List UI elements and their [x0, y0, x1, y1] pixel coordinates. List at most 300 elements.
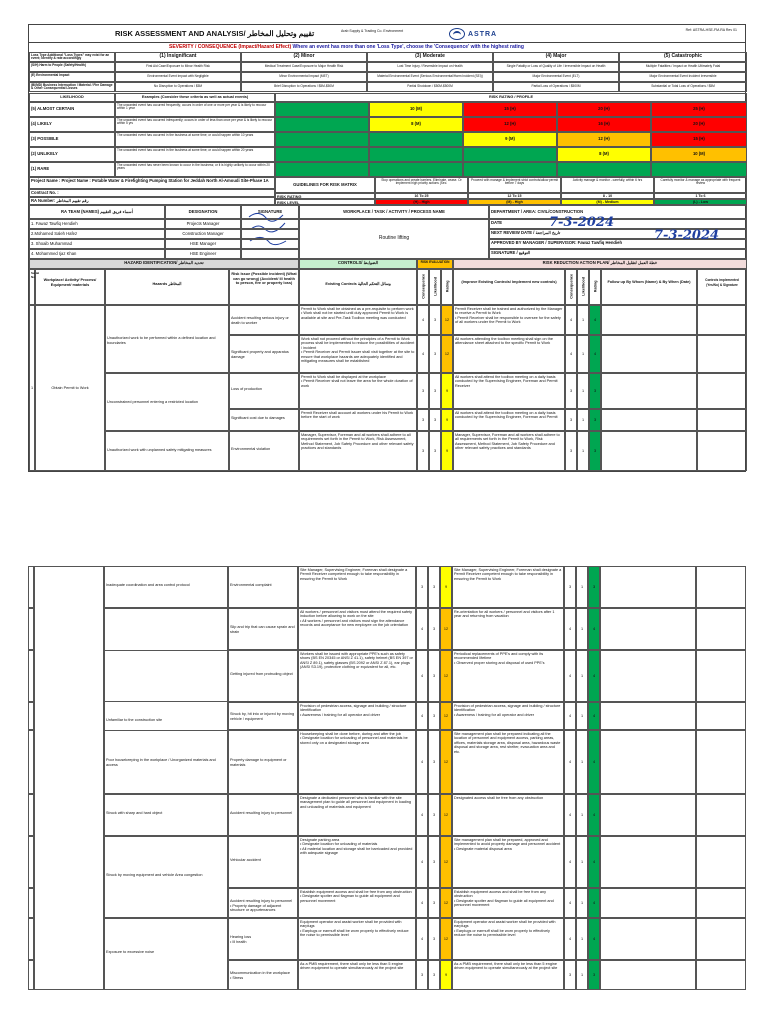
rating-value: 12 [440, 608, 452, 650]
follow-up-cell [600, 888, 696, 918]
risk-level-label: RISK LEVEL [275, 199, 375, 205]
risk-issue-cell: Environmental violation [229, 431, 299, 471]
risk-issue-cell: Miscommunication in the workplace • Stress [228, 960, 298, 990]
consequence-head [417, 269, 429, 305]
department-label: DEPARTMENT / AREA: CIVIL/CONSTRUCTION [489, 205, 747, 219]
residual-rating: 3 [589, 373, 601, 409]
severity-cell: No Disruption to Operations / $5M [115, 82, 241, 92]
follow-up-cell [601, 335, 697, 373]
contract-number: Contract No. : [29, 189, 275, 197]
risk-issue-cell: Accident resulting serious injury or death to worker [229, 305, 299, 335]
risk-issue-cell: Slip and trip that can cause sprain and strain [228, 608, 298, 650]
likelihood-row-desc: The unwanted event has occurred infrequently; occurs in order of less than once per year & is likely to reoccur within 5 yrs [115, 117, 275, 132]
rating-value: 12 [440, 836, 452, 888]
risk-issue-cell: Environmental complaint [228, 566, 298, 608]
follow-up-cell [600, 608, 696, 650]
residual-consequence: 4 [564, 702, 576, 730]
likelihood-value: 3 [428, 566, 440, 608]
risk-matrix-cell: 10 (M) [369, 102, 463, 117]
risk-rating-range: 1 To 6 [654, 193, 747, 199]
residual-likelihood: 1 [577, 373, 589, 409]
consequence-value: 3 [417, 409, 429, 431]
residual-likelihood: 1 [577, 409, 589, 431]
document-header [29, 25, 745, 43]
likelihood-examples-label: Examples (Consider these criteria as well as actual events) [115, 93, 275, 102]
likelihood-value: 3 [428, 836, 440, 888]
risk-level-cell: (L) - Low [654, 199, 747, 205]
follow-up-cell [600, 730, 696, 794]
severity-cell: Medical Treatment Case/Exposure to Major Health Risk [241, 62, 367, 72]
follow-up-cell [601, 373, 697, 409]
workplace-head: Workplace/ Activity/ Process/ Equipment/ materials [35, 269, 105, 305]
residual-consequence: 4 [564, 794, 576, 836]
controls-implemented-cell [696, 730, 746, 794]
activity-name: Routine lifting [299, 219, 489, 259]
signature2-label: SIGNATURE / التوقيع [489, 249, 747, 259]
improve-controls-cell: Re-orientation for all workers / personnel and visitors after 1 year and returning from vacation [452, 608, 564, 650]
process-name [34, 566, 104, 990]
follow-up-cell [600, 702, 696, 730]
improve-controls-cell: Site Manager, Supervising Engineer, Foreman shall designate a Permit Receiver competent enough to take responsibility in ensuring the Permit to Work [452, 566, 564, 608]
existing-controls-cell: All workers / personnel and visitors must attend the required safety induction before allowing to work on the site • All workers / personnel and visitors must sign the attendance records and acceptance for new employee on the job orientation [298, 608, 416, 650]
hazard-cell: Exposure to excessive noise [104, 918, 228, 990]
team-member-signature [241, 249, 299, 259]
follow-up-cell [600, 960, 696, 990]
consequence-value: 4 [416, 730, 428, 794]
residual-consequence: 4 [564, 650, 576, 702]
severity-row-label: (E) Environmental Impact [29, 72, 115, 82]
controls-implemented-head: Controls implemented (Yes/No) & Signature [697, 269, 747, 305]
risk-issue-cell: Loss of production [229, 373, 299, 409]
rating-value: 12 [441, 335, 453, 373]
follow-up-cell [601, 305, 697, 335]
consequence-value: 4 [416, 918, 428, 960]
rating-value: 12 [440, 650, 452, 702]
risk-reduction-head: RISK REDUCTION ACTION PLAN/ خطة العمل لتقليل المخاطر [453, 259, 747, 269]
risk-issue-cell: Getting injured from protruding object [228, 650, 298, 702]
likelihood-value: 3 [428, 730, 440, 794]
improve-controls-cell: Provision of pedestrian access, signage and building / structure identification • Awareness / training for all operator and driver [452, 702, 564, 730]
signature-label: SIGNATURE [241, 205, 299, 219]
hazard-identification-head: HAZARD IDENTIFICATION/ تحديد المخاطر [29, 259, 299, 269]
likelihood-value: 3 [428, 960, 440, 990]
rating2-head-text: Rating [593, 280, 598, 293]
residual-rating: 4 [588, 702, 600, 730]
risk-matrix-cell: 15 (H) [463, 102, 557, 117]
existing-controls-cell: Equipment operator and assist worker shall be provided with earplugs • Earplugs or earmuff shall be worn properly to effectively reduce the noise to permissible level [298, 918, 416, 960]
severity-heading-note: Where an event has more than one 'Loss Type', choose the 'Consequence' with the highest rating [292, 44, 524, 50]
designation-label: DESIGNATION [165, 205, 241, 219]
improve-controls-cell: All workers attending the toolbox meeting shall sign on the attendance sheet attached to the specific Permit to Work [453, 335, 565, 373]
consequence-value: 4 [416, 794, 428, 836]
likelihood-value: 3 [429, 409, 441, 431]
approved-by-label: APPROVED BY MANAGER / SUPERVISOR: Fawaz Tawfiq Hendieh [489, 239, 747, 249]
residual-rating: 4 [589, 305, 601, 335]
consequence-value: 3 [417, 431, 429, 471]
consequence2-head-text: Consequence [569, 273, 574, 299]
guideline-cell: Stop operations and create barriers. Eliminate, cease. Or implement high priority actions (Sec. [375, 177, 468, 193]
existing-controls-cell: Establish equipment access and shall be free from any obstruction • Designate spotter and flagman to guide all equipment and personnel movement [298, 888, 416, 918]
rating-value: 12 [440, 730, 452, 794]
controls-implemented-cell [696, 566, 746, 608]
risk-matrix-cell [463, 162, 557, 177]
likelihood-row-label: (3) POSSIBLE [29, 132, 115, 147]
improve-controls-cell: Permit Receiver shall be trained and authorized by the Manager to receive a Permit to Work • Permit Receiver shall be responsible to oversee for the safety of all workers under the Permit to Work [453, 305, 565, 335]
residual-likelihood: 1 [576, 888, 588, 918]
existing-controls-cell: Workers shall be issued with appropriate PPE's such as safety shoes (BS EN 20345 or ANSI Z 41.1), safety helmet (BS EN 397 or ANSI Z 89.1), safety glasses (BS 2092 or ANSI Z 87.1), ear plugs (ANSI S3.19), protective clothing or equivalent for all, etc. [298, 650, 416, 702]
likelihood-value: 3 [428, 794, 440, 836]
residual-consequence: 4 [565, 335, 577, 373]
rating-value: 12 [441, 305, 453, 335]
risk-level-cell: (M) - Medium [561, 199, 654, 205]
residual-likelihood: 1 [576, 960, 588, 990]
residual-likelihood: 1 [577, 305, 589, 335]
likelihood-value: 3 [429, 373, 441, 409]
residual-consequence: 4 [565, 305, 577, 335]
severity-row-label: (S/H) Harm to People (Safety/Health) [29, 62, 115, 72]
consequence-value: 3 [416, 566, 428, 608]
risk-matrix-cell [275, 162, 369, 177]
date-label: DATE [489, 219, 747, 229]
rating-value: 12 [440, 888, 452, 918]
severity-cell: First Aid Case/Exposure to Minor Health Risk [115, 62, 241, 72]
existing-controls-cell: As a PMB requirement, there shall only be less than 5 engine driven equipment to operate simultaneously at the project site [298, 960, 416, 990]
controls-implemented-cell [696, 888, 746, 918]
residual-consequence: 3 [565, 409, 577, 431]
consequence-value: 4 [416, 608, 428, 650]
existing-controls-cell: Permit to Work shall be obtained as a pre-requisite to perform work • Work shall not be started until duly approved Permit to Work is available at site and Pre-Task Toolbox meeting was conducted [299, 305, 417, 335]
team-member-role: HSE Engineer [165, 249, 241, 259]
residual-rating: 3 [589, 431, 601, 471]
controls-implemented-cell [696, 960, 746, 990]
severity-cell: Partial Shutdown / $50M-$500M [367, 82, 493, 92]
risk-issue-cell: Accident resulting injury to personnel [228, 794, 298, 836]
residual-consequence: 4 [564, 730, 576, 794]
team-member-role: HSE Manager [165, 239, 241, 249]
improve-controls-cell: Site management plan shall be prepared indicating all the location of personnel and equipment access, parking areas, offices, materials storage area, disposal area, hazardous waste disposal and storage area, rest shelter, evacuation area and etc. [452, 730, 564, 794]
serial-head: Serial No. [29, 269, 35, 305]
existing-controls-cell: Work shall not proceed without the principles of a Permit to Work process shall be implemented to reduce the possibilities of accident / incident • Permit Receiver and Permit Issuer shall visit together at the site to ensure that workplace hazards are adequately identified and mitigating measures shall be established [299, 335, 417, 373]
likelihood-label: LIKELIHOOD [29, 93, 115, 102]
likelihood-row-desc: The unwanted event has never been known to occur in the business; or it is highly unlikely to occur within 20 years [115, 162, 275, 177]
severity-heading-text: SEVERITY / CONSEQUENCE (Impact/Hazard Effect) [169, 44, 292, 50]
approval-date-signature: 7-3-2024 [654, 228, 720, 243]
existing-controls-cell: Permit to Work shall be displayed at the workplace • Permit Receiver shall not leave the area for the whole duration of work [299, 373, 417, 409]
process-name: Obtain Permit to Work [35, 305, 105, 471]
severity-cell: Material Environmental Event (Serious Environmental/Harm Incident (SEI)) [367, 72, 493, 82]
residual-consequence: 4 [564, 836, 576, 888]
residual-rating: 4 [588, 794, 600, 836]
residual-likelihood: 1 [577, 431, 589, 471]
severity-level-3: (3) Moderate [367, 52, 493, 62]
residual-consequence: 3 [564, 566, 576, 608]
hazard-cell: Inadequate coordination and area control protocol [104, 566, 228, 608]
risk-matrix-cell [369, 147, 463, 162]
hazard-cell: Poor housekeeping in the workplace / Unorganized materials and access [104, 730, 228, 794]
risk-issue-cell: Hearing loss • Ill health [228, 918, 298, 960]
follow-up-cell [600, 836, 696, 888]
ra-team-label: RA TEAM (NAMES) أسماء فريق التقييم [29, 205, 165, 219]
improve-controls-cell: All workers shall attend the toolbox meeting on a daily basis conducted by the Supervising Engineer, Foreman and Permit Receiver [453, 373, 565, 409]
residual-rating: 3 [588, 566, 600, 608]
next-review-label: NEXT REVIEW DATE / تاريخ المراجعة [489, 229, 747, 239]
consequence-value: 3 [416, 960, 428, 990]
risk-issue-cell: Vehicular accident [228, 836, 298, 888]
risk-matrix-cell: 15 (H) [651, 132, 747, 147]
risk-matrix-cell [651, 162, 747, 177]
consequence-value: 4 [416, 836, 428, 888]
rating-value: 9 [440, 960, 452, 990]
controls-implemented-cell [696, 836, 746, 888]
likelihood-value: 3 [429, 431, 441, 471]
controls-implemented-cell [696, 650, 746, 702]
risk-level-cell: (M) - High [468, 199, 561, 205]
team-member-role: Construction Manager [165, 229, 241, 239]
residual-consequence: 4 [564, 918, 576, 960]
hazards-head: Hazards المخاطر [105, 269, 229, 305]
improve-controls-cell: Designated access shall be free from any obstruction [452, 794, 564, 836]
controls-implemented-cell [697, 431, 747, 471]
residual-consequence: 3 [564, 960, 576, 990]
hazard-cell: Unauthorized work with unplanned safety mitigating measures [105, 431, 229, 471]
likelihood-value: 3 [429, 305, 441, 335]
rating-value: 12 [440, 918, 452, 960]
rating-head-text: Rating [445, 280, 450, 293]
residual-rating: 4 [588, 888, 600, 918]
risk-matrix-cell [557, 162, 651, 177]
date-signature: 7-3-2024 [549, 215, 615, 230]
guideline-cell: Proceed with manage & implement strict controls/allow permit before 7 days [468, 177, 561, 193]
severity-cell: Single Fatality or Loss of Quality of Life / Irreversible Impact on Health [493, 62, 619, 72]
improve-controls-cell: As a PMB requirement, there shall only be less than 5 engine driven equipment to operate simultaneously at the project site [452, 960, 564, 990]
follow-up-head: Follow up By Whom (Name) & By When (Date) [601, 269, 697, 305]
controls-head: CONTROLS/ الضوابط [299, 259, 417, 269]
likelihood-head-text: Likelihood [433, 276, 438, 296]
consequence-value: 4 [417, 335, 429, 373]
rating-head [441, 269, 453, 305]
severity-cell: Multiple Fatalities / Impact on Health Ultimately Fatal [619, 62, 747, 72]
existing-controls-cell: Site Manager, Supervising Engineer, Foreman shall designate a Permit Receiver competent enough to take responsibility in ensuring the Permit to Work [298, 566, 416, 608]
risk-matrix-cell: 20 (H) [557, 102, 651, 117]
residual-likelihood: 1 [577, 335, 589, 373]
rating-value: 9 [441, 373, 453, 409]
existing-controls-cell: Designate parking area • Designate location for unloading of materials • All material location and storage shall be barricaded and provided with adequate signage [298, 836, 416, 888]
risk-matrix-cell [275, 102, 369, 117]
workplace-task-label: WORKPLACE / TASK / ACTIVITY / PROCESS NAME [299, 205, 489, 219]
astra-logo-icon [449, 28, 465, 40]
likelihood-value: 3 [428, 918, 440, 960]
rating-value: 9 [441, 431, 453, 471]
likelihood-value: 3 [428, 702, 440, 730]
existing-controls-cell: Manager, Supervisor, Foreman and all workers shall adhere to all requirements set forth in the Permit to Work, Risk Assessment, Method Statement, Job Safety Procedure and other relevant safety practices and standards [299, 431, 417, 471]
consequence-head-text: Consequence [421, 273, 426, 299]
follow-up-cell [600, 650, 696, 702]
consequence2-head [565, 269, 577, 305]
project-name: Project Name : Project Name : Potable Water & Firefighting Pumping Station for Jeddah North Al-Amoudi Site-Phase 1A [29, 177, 275, 189]
severity-cell: Environmental Event Impact with Negligible [115, 72, 241, 82]
residual-rating: 4 [588, 650, 600, 702]
residual-rating: 4 [588, 730, 600, 794]
consequence-value: 4 [416, 702, 428, 730]
hazard-cell: Struck by moving equipment and vehicle Area congestion [104, 836, 228, 918]
risk-rating-profile-label: RISK RATING / PROFILE [275, 93, 747, 102]
follow-up-cell [600, 566, 696, 608]
risk-matrix-cell: 25 (H) [651, 102, 747, 117]
residual-consequence: 3 [565, 431, 577, 471]
likelihood-row-label: (1) RARE [29, 162, 115, 177]
residual-likelihood: 1 [576, 794, 588, 836]
likelihood-row-desc: The unwanted event has occurred frequently; occurs in order of one or more per year & is likely to reoccur within 1 year [115, 102, 275, 117]
controls-implemented-cell [697, 335, 747, 373]
residual-rating: 4 [588, 918, 600, 960]
hazard-cell: Unfamiliar to the construction site [104, 650, 228, 794]
existing-controls-cell: Housekeeping shall be done before, during and after the job • Designate location for unloading of personnel and materials be stored only on a designated storage area [298, 730, 416, 794]
risk-matrix-cell: 8 (M) [369, 117, 463, 132]
risk-issue-cell: Significant property and apparatus damage [229, 335, 299, 373]
likelihood-row-label: (5) ALMOST CERTAIN [29, 102, 115, 117]
guidelines-label: GUIDELINES FOR RISK MATRIX [275, 177, 375, 193]
severity-row-label: (BI/MD) Business Interruption / Material / Fire Damage & Other Consequential Losses [29, 82, 115, 92]
residual-likelihood: 1 [576, 702, 588, 730]
residual-rating: 4 [588, 608, 600, 650]
existing-controls-cell: Designate a dedicated personnel who is familiar with the site management plan to guide all personnel and equipment in loading and unloading of materials and equipment [298, 794, 416, 836]
likelihood-row-desc: The unwanted event has occurred in the business at some time; or could happen within 20 years [115, 147, 275, 162]
hazard-cell: Struck with sharp and hard object [104, 794, 228, 836]
controls-implemented-cell [697, 409, 747, 431]
residual-likelihood: 1 [576, 918, 588, 960]
controls-implemented-cell [697, 373, 747, 409]
likelihood-value: 3 [428, 650, 440, 702]
consequence-value: 3 [417, 373, 429, 409]
controls-implemented-cell [696, 608, 746, 650]
team-member-name: 3. Shoaib Muhammad [29, 239, 165, 249]
controls-implemented-cell [696, 794, 746, 836]
header-small-text: Arab Supply & Trading Co. Environment [341, 29, 404, 33]
risk-matrix-cell [369, 132, 463, 147]
improve-controls-cell: Site management plan shall be prepared, approved and implemented to avoid property damage and personnel accident • Designate material disposal area [452, 836, 564, 888]
risk-matrix-cell [275, 117, 369, 132]
risk-issue-cell: Accident resulting injury to personnel • Property damage of adjacent structure or appurtenances [228, 888, 298, 918]
risk-matrix-cell [369, 162, 463, 177]
likelihood-head [429, 269, 441, 305]
residual-rating: 4 [588, 836, 600, 888]
risk-rating-label: RISK RATING [275, 193, 375, 199]
risk-assessment-page-2 [28, 566, 746, 1018]
risk-matrix-cell: 16 (H) [557, 117, 651, 132]
hazard-cell: Unconstrained personnel entering a restricted location [105, 373, 229, 431]
improve-controls-cell: Periodical replacements of PPE's and comply with its recommended lifetime • Observed proper storing and disposal of used PPE's [452, 650, 564, 702]
existing-controls-cell: Permit Receiver shall account all workers under his Permit to Work before the start of work [299, 409, 417, 431]
risk-level-cell: (H) - High [375, 199, 468, 205]
severity-cell: Brief Disruption to Operations / $5M-$50M [241, 82, 367, 92]
ra-number: RA Number: رقم تقييم المخاطر [29, 197, 275, 205]
severity-cell: Partial Loss of Operations / $500M [493, 82, 619, 92]
residual-rating: 4 [589, 335, 601, 373]
likelihood2-head-text: Likelihood [581, 276, 586, 296]
severity-cell: Substantial or Total Loss of Operations / $5M [619, 82, 747, 92]
likelihood-value: 3 [428, 608, 440, 650]
risk-matrix-cell [275, 147, 369, 162]
severity-cell: Major Environmental Event (ELT) [493, 72, 619, 82]
severity-level-5: (5) Catastrophic [619, 52, 747, 62]
team-member-signature [241, 219, 299, 229]
controls-implemented-cell [696, 702, 746, 730]
residual-consequence: 4 [564, 608, 576, 650]
risk-matrix-cell [275, 132, 369, 147]
residual-likelihood: 1 [576, 608, 588, 650]
severity-level-1: (1) Insignificant [115, 52, 241, 62]
rating-value: 12 [440, 794, 452, 836]
team-member-role: Projects Manager [165, 219, 241, 229]
likelihood2-head [577, 269, 589, 305]
risk-matrix-cell [463, 147, 557, 162]
risk-assessment-page-1 [28, 24, 746, 472]
improve-controls-cell: All workers shall attend the toolbox meeting on a daily basis conducted by the Supervising Engineer, Foreman and Permit [453, 409, 565, 431]
risk-matrix-cell: 9 (M) [463, 132, 557, 147]
rating-value: 9 [440, 566, 452, 608]
risk-issue-cell: Significant cost due to damages [229, 409, 299, 431]
risk-rating-range: 12 To 15 [468, 193, 561, 199]
likelihood-value: 3 [429, 335, 441, 373]
document-number: Ref: ASTRA-HSE-FM-RA Rev 01 [685, 28, 737, 32]
residual-likelihood: 1 [576, 566, 588, 608]
severity-level-4: (4) Major [493, 52, 619, 62]
controls-implemented-cell [696, 918, 746, 960]
guideline-cell: Activity manage & monitor - carefully, within 6 hrs [561, 177, 654, 193]
severity-cell: Lost Time Injury / Reversible Impact on Health [367, 62, 493, 72]
rating-value: 9 [441, 409, 453, 431]
risk-rating-range: 8 - 10 [561, 193, 654, 199]
risk-matrix-cell: 8 (M) [557, 147, 651, 162]
residual-likelihood: 1 [576, 836, 588, 888]
hazard-cell: Unauthorized work to be performed within a defined location and boundaries [105, 305, 229, 373]
risk-issue-head: Risk Issue (Possible incident) (What can go wrong) (Accident/ ill health to person, fire or property loss) [229, 269, 299, 305]
risk-rating-range: 16 To 25 [375, 193, 468, 199]
consequence-value: 4 [417, 305, 429, 335]
team-member-name: 1. Fawaz Tawfiq Hendieh [29, 219, 165, 229]
risk-evaluation-head: RISK EVALUATION [417, 259, 453, 269]
improve-controls-head: (Improve Existing Controls/ Implement new controls) [453, 269, 565, 305]
severity-cell: Major Environmental Event Incident Irreversible [619, 72, 747, 82]
consequence-value: 4 [416, 650, 428, 702]
follow-up-cell [600, 918, 696, 960]
risk-matrix-cell: 12 (H) [557, 132, 651, 147]
team-member-signature [241, 229, 299, 239]
risk-matrix-cell: 10 (M) [651, 147, 747, 162]
residual-consequence: 4 [564, 888, 576, 918]
risk-issue-cell: Struck by, hit into or injured by moving vehicle / equipment [228, 702, 298, 730]
residual-likelihood: 1 [576, 730, 588, 794]
serial-number: 1 [29, 305, 35, 471]
rating-value: 12 [440, 702, 452, 730]
controls-implemented-cell [697, 305, 747, 335]
improve-controls-cell: Manager, Supervisor, Foreman and all workers shall adhere to all requirements set forth in the Permit to Work, Risk Assessment, Method Statement, Job Safety Procedure and other relevant safety practices and standards [453, 431, 565, 471]
company-logo [449, 26, 529, 42]
loss-type-label: Loss Type Additional "Loss Types" may exist for an event; identify & rate accordingly [29, 52, 115, 62]
company-name: ASTRA [468, 30, 498, 38]
risk-matrix-cell: 12 (H) [463, 117, 557, 132]
existing-controls-head: Existing Controls وسائل التحكم الحالية [299, 269, 417, 305]
risk-matrix-cell: 20 (H) [651, 117, 747, 132]
severity-cell: Minor Environmental Impact (MET) [241, 72, 367, 82]
document-title: RISK ASSESSMENT AND ANALYSIS/ تقييم وتحليل المخاطر [115, 29, 315, 38]
consequence-value: 4 [416, 888, 428, 918]
likelihood-value: 3 [428, 888, 440, 918]
team-member-name: 4. Mohammed Ijaz Khan [29, 249, 165, 259]
likelihood-row-desc: The unwanted event has occurred in the business at some time; or could happen within 10 years [115, 132, 275, 147]
follow-up-cell [601, 409, 697, 431]
likelihood-row-label: (2) UNLIKELY [29, 147, 115, 162]
